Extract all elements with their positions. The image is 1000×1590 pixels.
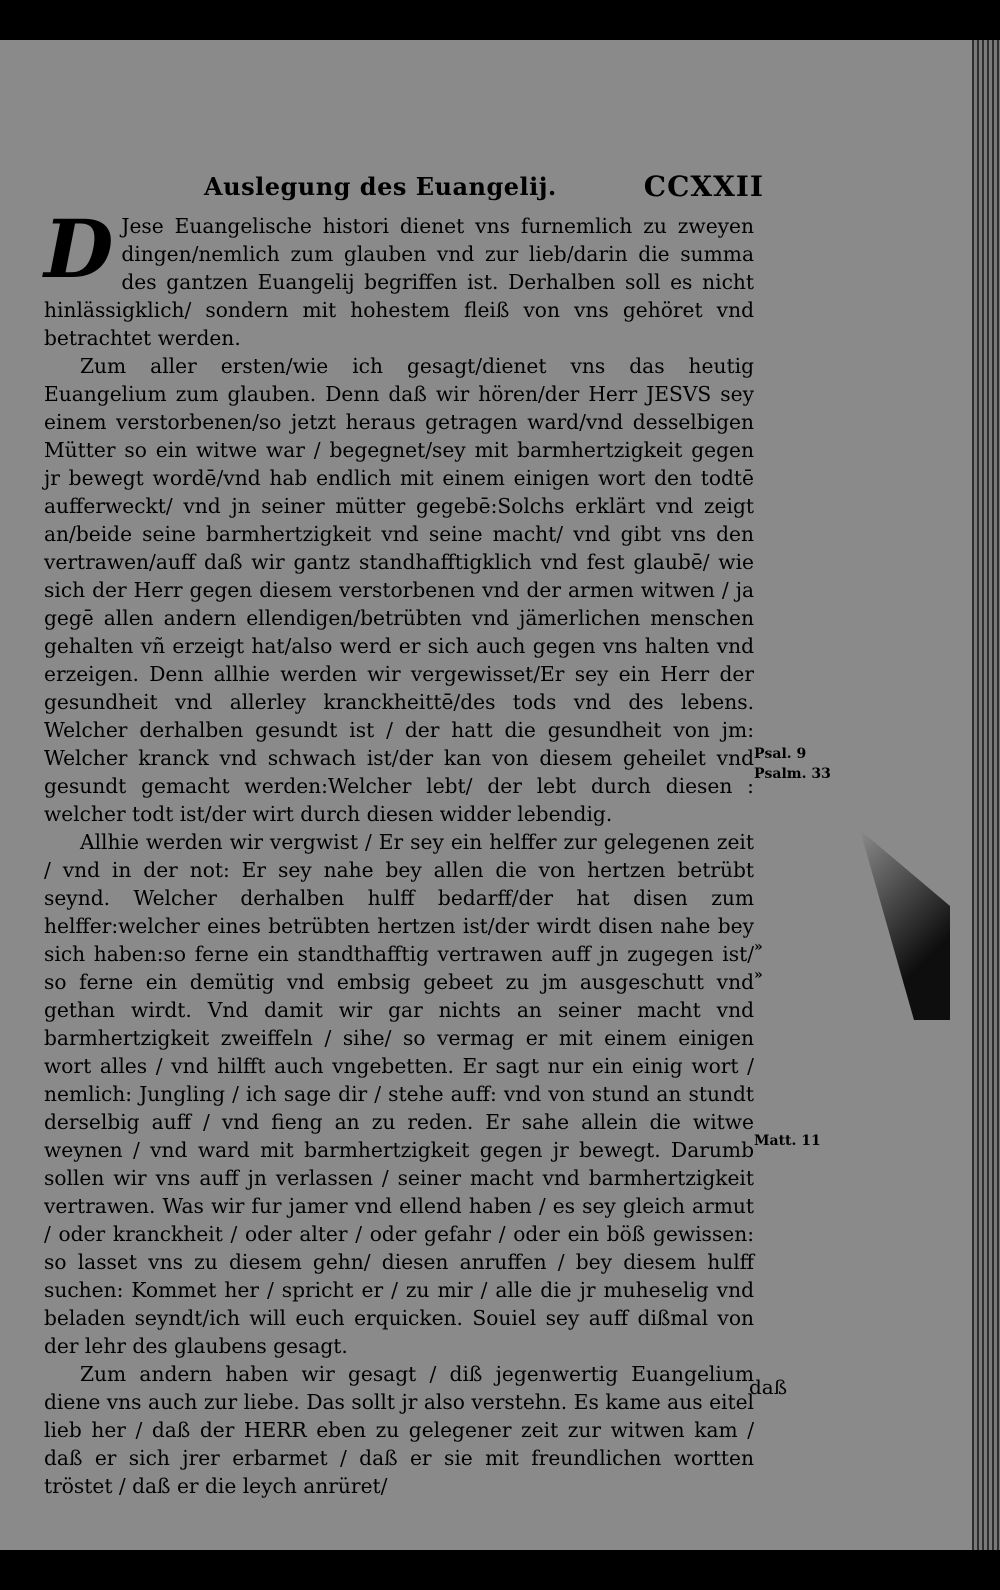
paragraph-3: Allhie werden wir vergwist / Er sey ein helffer zur gelegenen zeit / vnd in der not: Er sey nahe bey allen die von hertzen betrübt seynd. Welcher derhalben hulff bedarff/der hat disen zum helffer:welcher eines betrübten hertzen ist/der wirdt disen nahe bey sich haben:so ferne ein standthafftig vertrawen auff jn zugegen ist/ so ferne ein demütig vnd embsig gebeet zu jm ausgeschutt vnd gethan wirdt. Vnd damit wir gar nichts an seiner macht vnd barmhertzigkeit zweiffeln / sihe/ so vermag er mit einem einigen wort alles / vnd hilfft auch vngebetten. Er sagt nur ein einig wort / nemlich: Jungling / ich sage dir / stehe auff: vnd von stund an stundt derselbig auff / vnd fieng an zu reden. Er sahe allein die witwe weynen / vnd ward mit barmhertzigkeit gegen jr bewegt. Darumb sollen wir vns auff jn verlassen / seiner macht vnd barmhertzigkeit vertrawen. Was wir fur jamer vnd ellend haben / es sey gleich armut / oder kranckheit / oder alter / oder gefahr / oder ein böß gewissen: so lasset vns zu diesem gehn/ diesen anruffen / bey diesem hulff suchen: Kommet her / spricht er / zu mir / alle die jr muheselig vnd beladen seyndt/ich will euch erquicken. Souiel sey auff dißmal von der lehr des glaubens gesagt. [44,830,754,1358]
page-curl-shadow [860,830,950,1020]
paragraph-1 [44,202,754,352]
paragraph-1-text: Jese Euangelische histori dienet vns furnemlich zu zweyen dingen/nemlich zum glauben vnd zur lieb/darin die summa des gantzen Euangelij begriffen ist. Derhalben soll es nicht hinlässigklich/ sondern mit hohestem fleiß von vns gehöret vnd betrachtet werden. [44,214,754,350]
margin-note-matt-11: Matt. 11 [754,1133,821,1149]
book-page [0,40,990,1550]
margin-note-quote-mark-1: » [754,939,763,955]
running-title: Auslegung des Euangelij. [204,172,557,201]
paragraph-4: Zum andern haben wir gesagt / diß jegenwertig Euangelium diene vns auch zur liebe. Das sollt jr also verstehn. Es kame aus eitel lieb her / daß der HERR eben zu gelegener zeit zur witwen kam / daß er sich jrer erbarmet / daß er sie mit freundlichen wortten tröstet / daß er die leych anrüret/ [44,1362,754,1498]
body-text [44,202,754,1500]
margin-note-psal-9: Psal. 9 [754,746,807,762]
folio-number: CCXXII [643,170,764,203]
margin-note-quote-mark-2: » [754,967,763,983]
paragraph-2: Zum aller ersten/wie ich gesagt/dienet vns das heutig Euangelium zum glauben. Denn daß wir hören/der Herr JESVS sey einem verstorbenen/so jetzt heraus getragen ward/vnd desselbigen Mütter so ein witwe war / begegnet/sey mit barmhertzigkeit gegen jr bewegt wordē/vnd hab endlich mit einem einigen wort den todtē aufferweckt/ vnd jn seiner mütter gegebē:Solchs erklärt vnd zeigt an/beide seine barmhertzigkeit vnd seine macht/ vnd gibt vns den vertrawen/auff daß wir gantz standhafftigklich vnd fest glaubē/ wie sich der Herr gegen diesem verstorbenen vnd der armen witwen / ja gegē allen andern ellendigen/betrübten vnd jämerlichen menschen gehalten vñ erzeigt hat/also werd er sich auch gegen vns halten vnd erzeigen. Denn allhie werden wir vergewisset/Er sey ein Herr der gesundheit vnd allerley kranckheittē/des tods vnd des lebens. Welcher derhalben gesundt ist / der hatt die gesundheit von jm: Welcher kranck vnd schwach ist/der kan von diesem geheilet vnd gesundt gemacht werden:Welcher lebt/ der lebt durch diesen : welcher todt ist/der wirt durch diesen widder lebendig. [44,354,754,826]
page-header [44,172,764,212]
catchword: daß [749,1375,788,1399]
drop-cap: D [44,202,114,296]
page-edges [972,40,1000,1550]
margin-note-psalm-33: Psalm. 33 [754,766,831,782]
